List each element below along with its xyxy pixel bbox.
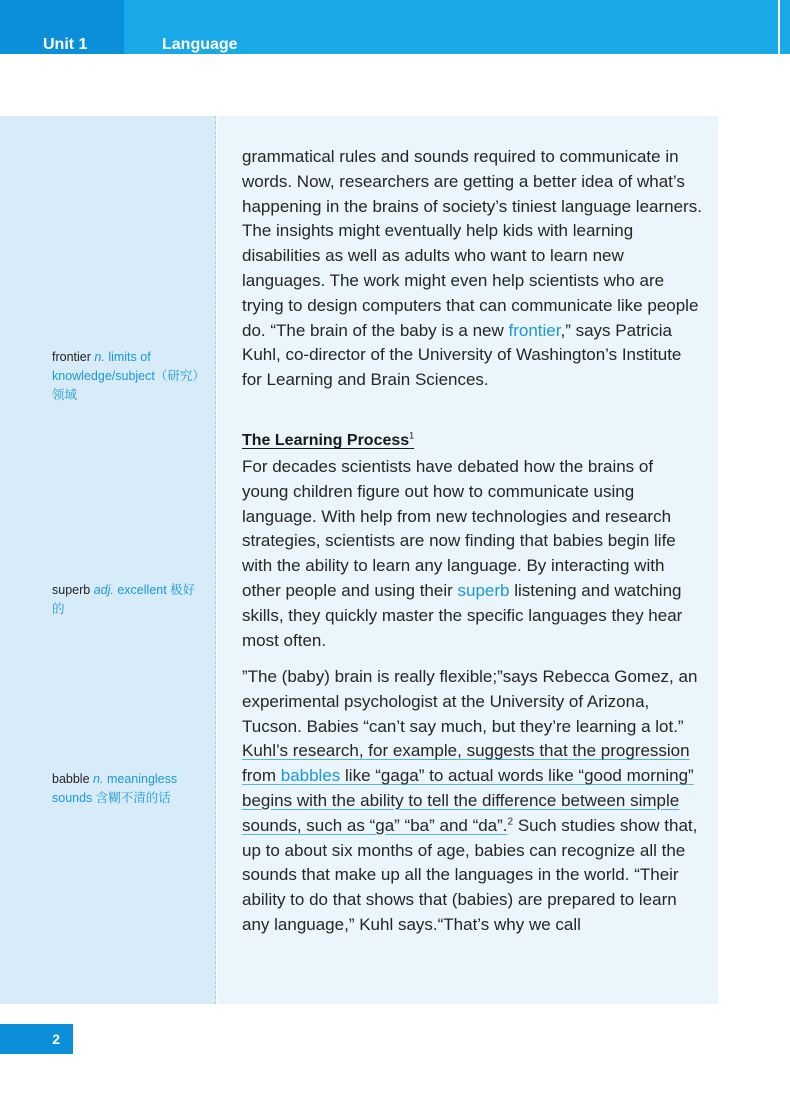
paragraph-text: grammatical rules and sounds required to communicate in words. Now, researchers are getting a better idea of what’s happening in the brains of society’s tiniest language learners. The insights might eventually help kids with learning disabilities as well as adults who want to learn new languages. The work might even help scientists who are trying to design computers that can communicate like people do. “The brain of the baby is a new — [242, 147, 702, 340]
paragraph-intro — [242, 145, 704, 393]
paragraph-learning-process — [242, 455, 704, 653]
paragraph-flexible-brain — [242, 665, 704, 938]
gloss-pos: n. — [93, 772, 104, 786]
unit-label: Unit 1 — [43, 36, 88, 53]
page-number: 2 — [0, 1024, 73, 1054]
underlined-text: like “gaga” to actual words like “good morning” begins with the ability to tell the difference between simple sounds, such as “ga” “ba” and “da”. — [242, 766, 694, 835]
gloss-definition: meaningless sounds 含糊不清的话 — [52, 772, 178, 805]
footnote-marker: 2 — [507, 816, 514, 828]
header-edge-strip — [780, 0, 790, 54]
underlined-text: Kuhl’s research, for example, suggests that the progression from — [242, 741, 690, 786]
paragraph-text: listening and watching skills, they quickly master the specific languages they hear most often. — [242, 580, 683, 650]
glossed-word-superb: superb — [457, 580, 510, 600]
glossed-word-babbles: babbles — [280, 766, 341, 786]
gloss-entry-superb — [52, 581, 202, 619]
paragraph-text: ,” says Patricia Kuhl, co-director of the University of Washington’s Institute for Learning and Brain Sciences. — [242, 320, 682, 390]
unit-title: Language — [162, 36, 238, 53]
gloss-pos: adj. — [93, 583, 114, 597]
gloss-pos: n. — [94, 350, 105, 364]
section-heading — [242, 432, 414, 450]
paragraph-text: For decades scientists have debated how the brains of young children figure out how to communicate using language. With help from new technologies and research strategies, scientists are now finding that babies begin life with the ability to learn any language. By interacting with other people and using their — [242, 457, 676, 600]
glossed-word-frontier: frontier — [508, 320, 561, 340]
paragraph-text: Such studies show that, up to about six months of age, babies can recognize all the sounds that make up all the languages in the world. “Their ability to do that shows that (babies) are prepared to learn any language,” Kuhl says.“That’s why we call — [242, 815, 698, 934]
paragraph-text: ”The (baby) brain is really flexible;”says Rebecca Gomez, an experimental psychologist at the University of Arizona, Tucson. Babies “can’t say much, but they’re learning a lot.” — [242, 667, 698, 736]
gloss-definition: excellent 极好的 — [52, 583, 196, 616]
gloss-word: superb — [52, 583, 91, 597]
glossary-column — [0, 116, 216, 1004]
gloss-entry-babble — [52, 770, 202, 808]
gloss-definition: limits of knowledge/subject（研究）领域 — [52, 350, 199, 402]
gloss-word: frontier — [52, 350, 91, 364]
gloss-entry-frontier — [52, 348, 202, 405]
section-heading-text: The Learning Process — [242, 432, 410, 449]
footnote-marker: 1 — [409, 430, 415, 441]
gloss-word: babble — [52, 772, 90, 786]
